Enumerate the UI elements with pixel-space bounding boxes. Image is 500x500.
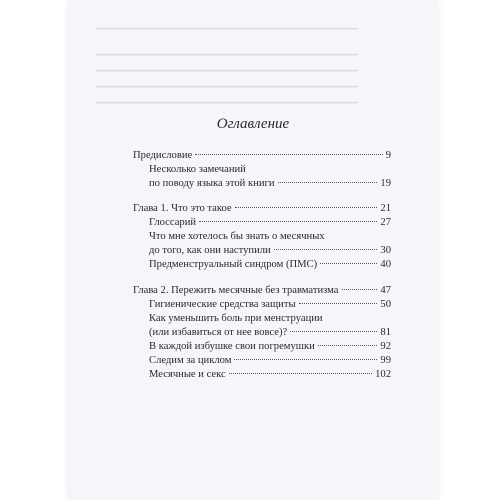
toc-entry-label: В каждой избушке свои погремушки xyxy=(149,341,315,352)
toc-entry-label: Предисловие xyxy=(133,150,193,161)
toc-entry-label: Следим за циклом xyxy=(149,355,232,366)
toc-entry-label: Месячные и секс xyxy=(149,369,226,380)
leader-dots xyxy=(274,249,378,250)
bleed-through-texture: ▁▁▁▁▁▁▁▁▁▁▁▁▁▁▁▁▁▁▁▁▁▁▁▁▁▁▁▁▁▁▁▁▁▁ xyxy=(96,93,358,104)
leader-dots xyxy=(320,263,377,264)
leader-dots xyxy=(318,345,378,346)
toc-entry-pain-relief[interactable] xyxy=(133,327,391,341)
toc-page-number: 27 xyxy=(380,217,391,228)
toc-entry-label: Предменструальный синдром (ПМС) xyxy=(149,259,318,270)
toc-entry-label[interactable]: Несколько замечаний xyxy=(149,164,246,175)
toc-entry-label: по поводу языка этой книги xyxy=(149,178,275,189)
toc-entry-pms[interactable] xyxy=(133,259,391,273)
toc-page-number: 9 xyxy=(385,150,391,161)
leader-dots xyxy=(229,373,372,374)
toc-page-number: 19 xyxy=(380,178,391,189)
toc-entry-label[interactable]: Как уменьшить боль при менструации xyxy=(149,313,323,324)
toc-entry-hygiene[interactable] xyxy=(133,299,391,313)
toc-entry-language-notes[interactable] xyxy=(133,178,391,192)
toc-title: Оглавление xyxy=(216,116,290,132)
leader-dots xyxy=(290,331,377,332)
toc-entry-label: Глоссарий xyxy=(149,217,197,228)
toc-entry-label[interactable]: Что мне хотелось бы знать о месячных xyxy=(149,231,325,242)
toc-page-number: 50 xyxy=(380,299,391,310)
toc-entry-chapter-1[interactable] xyxy=(133,203,391,217)
toc-entry-label: (или избавиться от нее вовсе)? xyxy=(149,327,288,338)
leader-dots xyxy=(299,303,378,304)
bleed-through-texture: ▁▁▁▁▁▁▁▁▁▁▁▁▁▁▁▁▁▁▁▁▁▁▁▁▁▁▁▁▁▁▁▁▁▁ xyxy=(96,45,358,56)
toc-page-number: 92 xyxy=(380,341,391,352)
toc-entry-chapter-2[interactable] xyxy=(133,285,391,299)
toc-entry-cycle-tracking[interactable] xyxy=(133,355,391,369)
toc-entry-label: до того, как они наступили xyxy=(149,245,271,256)
toc-entry-preface[interactable] xyxy=(133,150,391,164)
bleed-through-texture: ▁▁▁▁▁▁▁▁▁▁▁▁▁▁▁▁▁▁▁▁▁▁▁▁▁▁▁▁▁▁▁▁▁▁ xyxy=(96,19,358,30)
bleed-through-texture: ▁▁▁▁▁▁▁▁▁▁▁▁▁▁▁▁▁▁▁▁▁▁▁▁▁▁▁▁▁▁▁▁▁▁ xyxy=(96,77,358,88)
leader-dots xyxy=(278,182,378,183)
toc-entry-label: Глава 1. Что это такое xyxy=(133,203,232,214)
toc-entry-what-to-know[interactable] xyxy=(133,245,391,259)
toc-page-number: 102 xyxy=(375,369,391,380)
toc-entry-every-hut[interactable] xyxy=(133,341,391,355)
toc-page-number: 99 xyxy=(380,355,391,366)
toc-page-number: 40 xyxy=(380,259,391,270)
leader-dots xyxy=(342,289,378,290)
leader-dots xyxy=(195,154,382,155)
toc-entry-label: Глава 2. Пережить месячные без травматизма xyxy=(133,285,339,296)
toc-page-number: 47 xyxy=(380,285,391,296)
toc-page-number: 21 xyxy=(380,203,391,214)
toc-entry-glossary[interactable] xyxy=(133,217,391,231)
leader-dots xyxy=(234,359,377,360)
toc-entry-label: Гигиенические средства защиты xyxy=(149,299,296,310)
toc-page-number: 81 xyxy=(380,327,391,338)
leader-dots xyxy=(235,207,378,208)
bleed-through-texture: ▁▁▁▁▁▁▁▁▁▁▁▁▁▁▁▁▁▁▁▁▁▁▁▁▁▁▁▁▁▁▁▁▁▁ xyxy=(96,61,358,72)
toc-page-number: 30 xyxy=(380,245,391,256)
leader-dots xyxy=(199,221,377,222)
toc-entry-sex[interactable] xyxy=(133,369,391,383)
